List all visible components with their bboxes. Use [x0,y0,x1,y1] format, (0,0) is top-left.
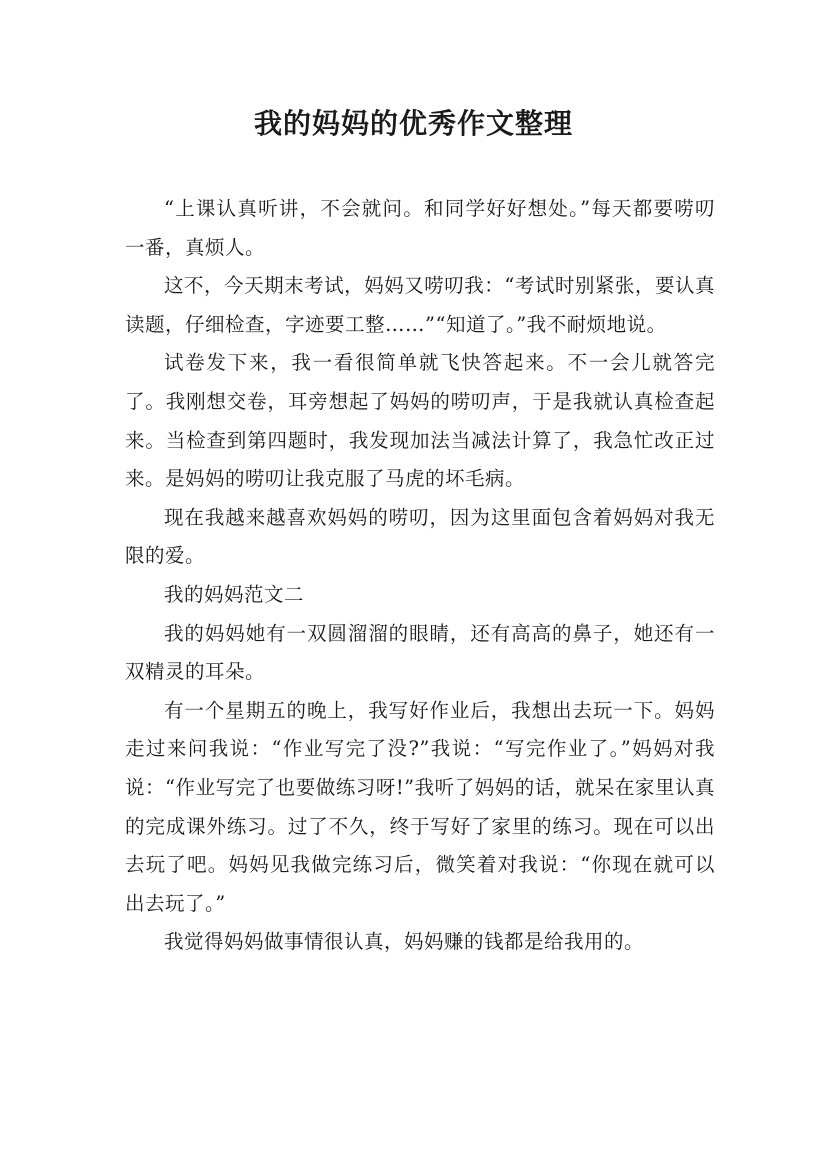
document-title: 我的妈妈的优秀作文整理 [253,107,573,140]
document-body [125,190,715,962]
paragraph-5: 我的妈妈她有一双圆溜溜的眼睛，还有高高的鼻子，她还有一双精灵的耳朵。 [125,621,715,684]
paragraph-2: 这不，今天期末考试，妈妈又唠叨我：“考试时别紧张，要认真读题，仔细检查，字迹要工整……”“知道了。”我不耐烦地说。 [125,274,715,336]
paragraph-6: 有一个星期五的晚上，我写好作业后，我想出去玩一下。妈妈走过来问我说：“作业写完了没?”我说：“写完作业了。”妈妈对我说：“作业写完了也要做练习呀!”我听了妈妈的话，就呆在家里认真的完成课外练习。过了不久，终于写好了家里的练习。现在可以出去玩了吧。妈妈见我做完练习后，微笑着对我说：“你现在就可以出去玩了。” [125,698,715,915]
paragraph-1: “上课认真听讲，不会就问。和同学好好想处。”每天都要唠叨一番，真烦人。 [125,197,715,259]
paragraph-4: 现在我越来越喜欢妈妈的唠叨，因为这里面包含着妈妈对我无限的爱。 [125,505,715,568]
section-heading: 我的妈妈范文二 [164,582,305,606]
paragraph-7: 我觉得妈妈做事情很认真，妈妈赚的钱都是给我用的。 [164,930,645,954]
paragraph-3: 试卷发下来，我一看很简单就飞快答起来。不一会儿就答完了。我刚想交卷，耳旁想起了妈妈的唠叨声，于是我就认真检查起来。当检查到第四题时，我发现加法当减法计算了，我急忙改正过来。是妈妈的唠叨让我克服了马虎的坏毛病。 [125,351,715,491]
